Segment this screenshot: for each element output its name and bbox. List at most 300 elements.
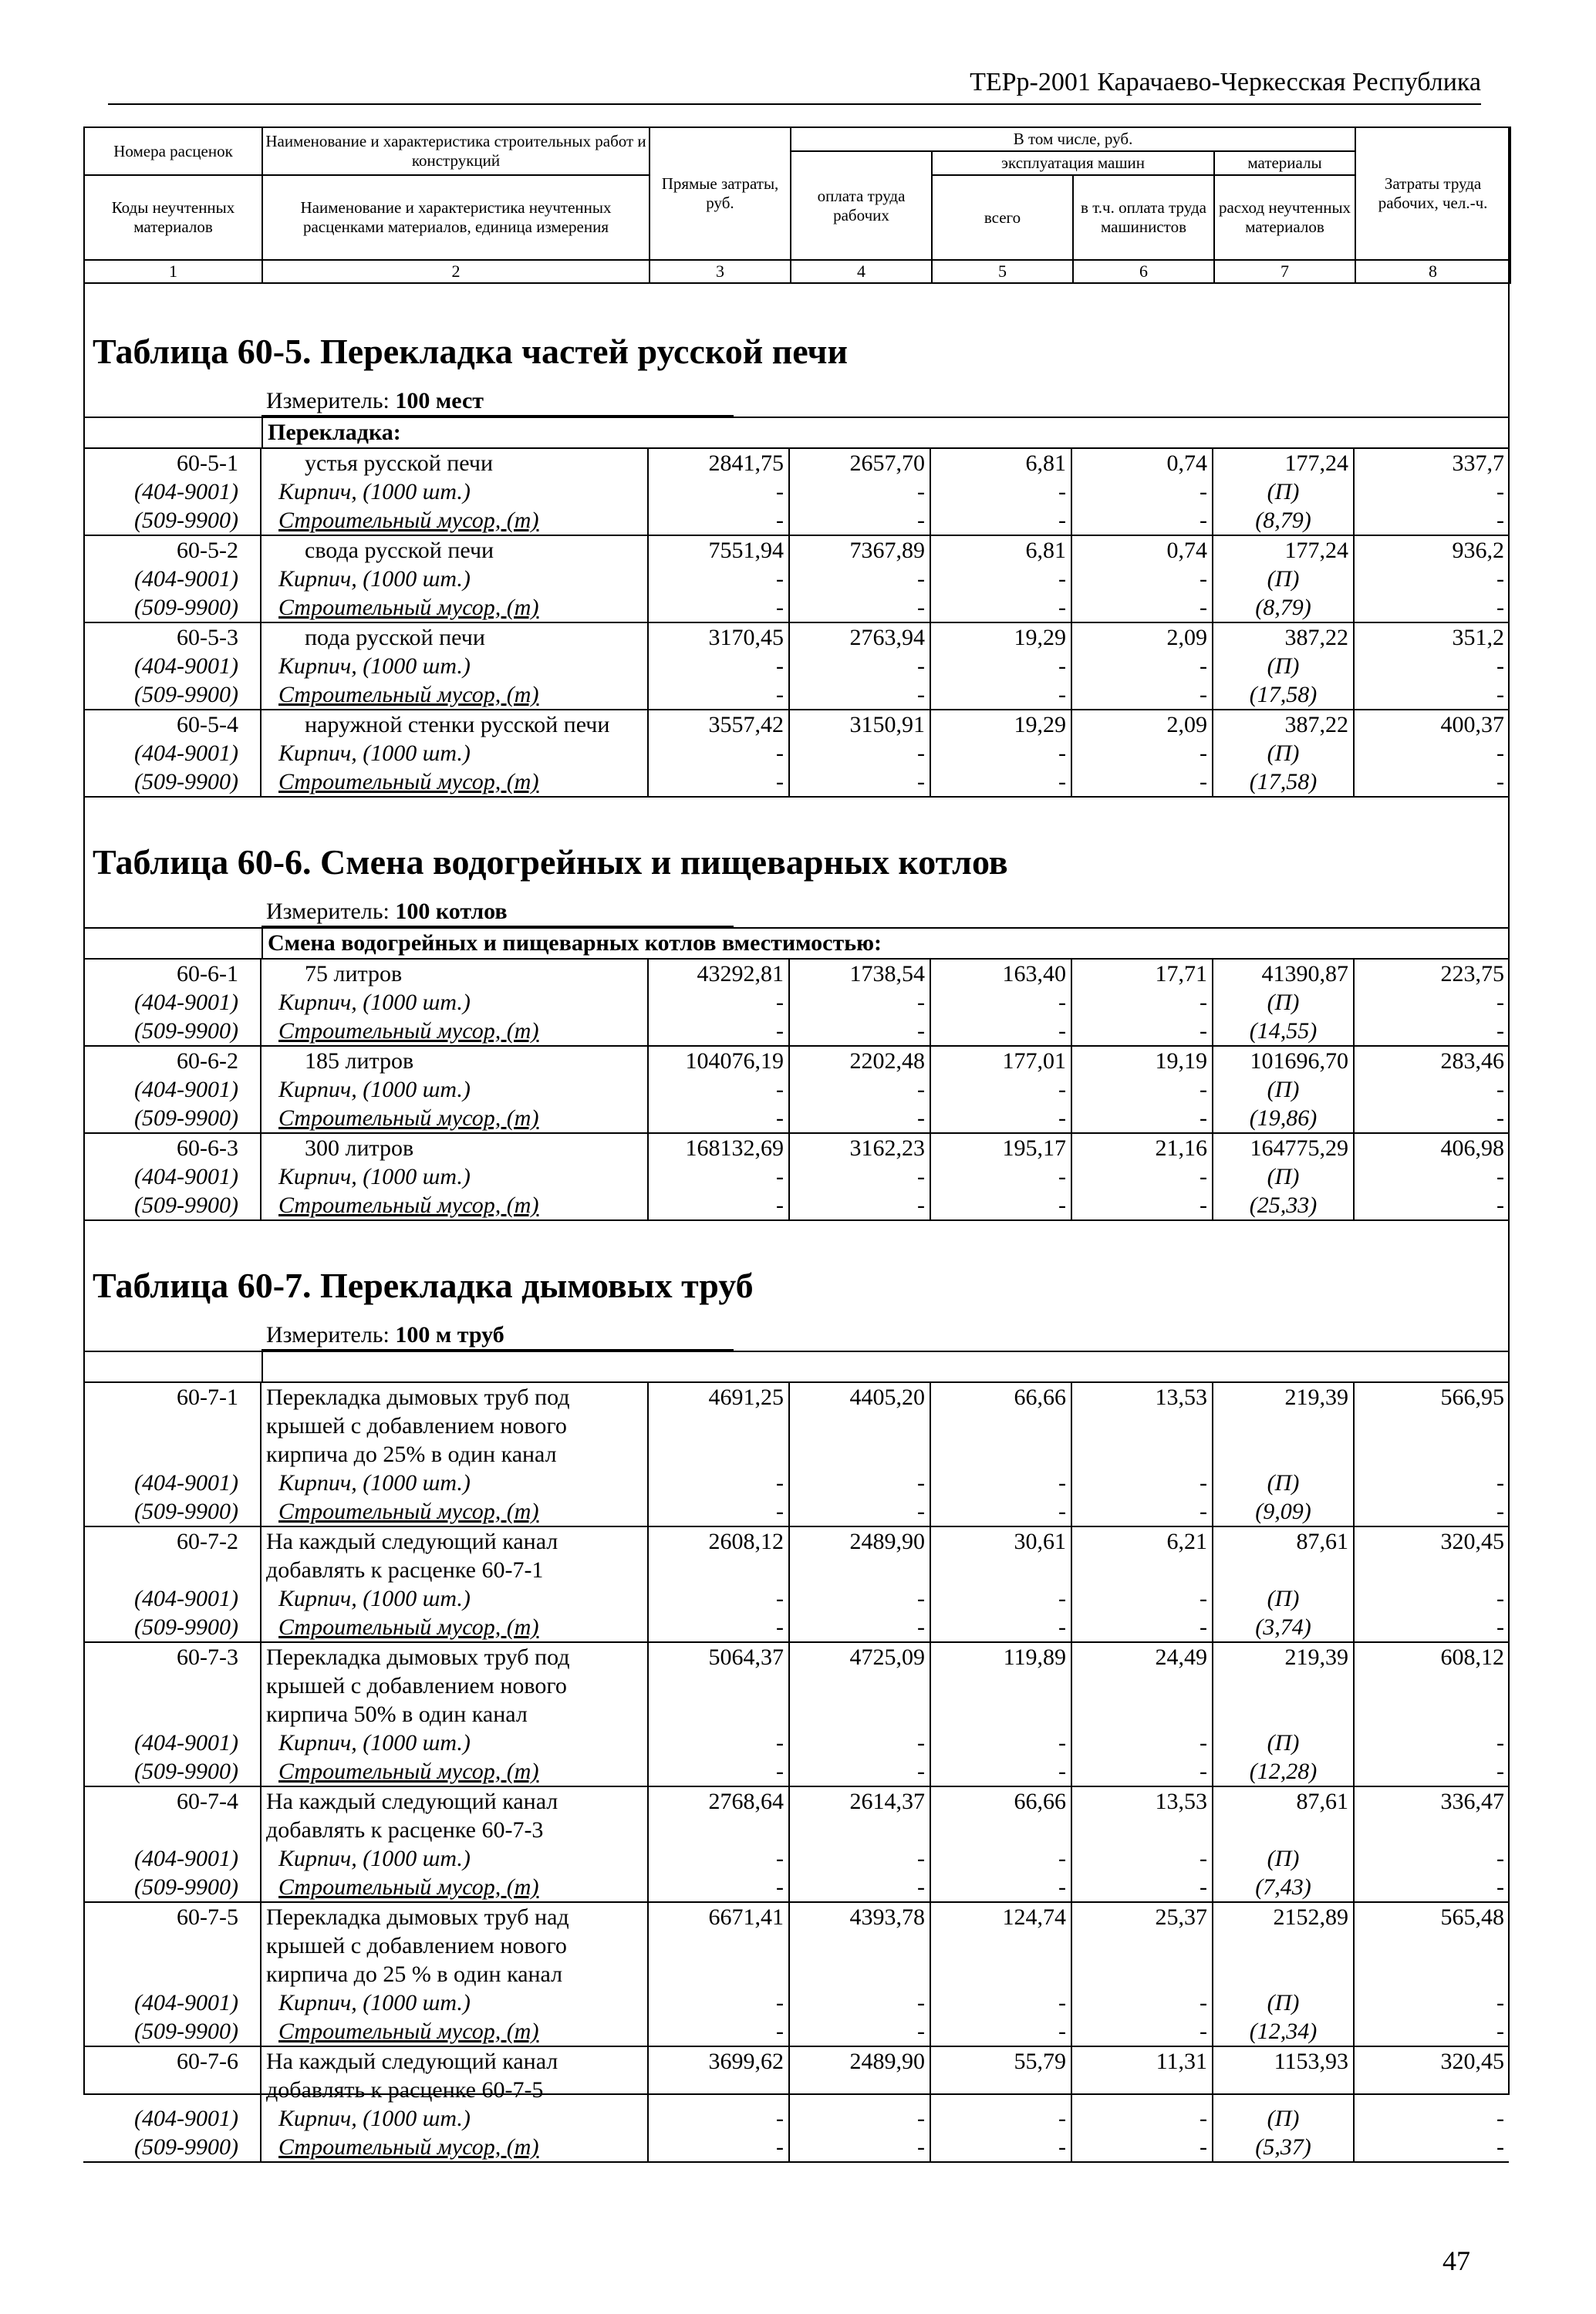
material-value: - [1072, 2133, 1213, 2163]
waste-row [83, 1497, 1510, 1527]
material-value: (П) [1213, 652, 1355, 680]
rate-value: 66,66 [931, 1383, 1072, 1412]
rate-row-continued [83, 2076, 1510, 2104]
rate-value [1355, 1671, 1509, 1700]
header-materialy: материалы [1214, 151, 1355, 175]
header-number-row [84, 260, 1510, 283]
material-value: - [1072, 1469, 1213, 1497]
rate-value [931, 1412, 1072, 1440]
rate-value: 19,19 [1072, 1047, 1213, 1075]
col-num: 3 [650, 260, 791, 283]
rate-value: 41390,87 [1213, 960, 1355, 988]
material-code: (404-9001) [83, 2104, 262, 2133]
rate-name: добавлять к расценке 60-7-3 [262, 1816, 649, 1844]
material-value: - [1496, 1470, 1504, 1496]
header-kody: Коды неучтенных материалов [84, 175, 262, 260]
material-value: - [649, 652, 790, 680]
subheading-code-cell [83, 418, 263, 447]
material-value: - [931, 1584, 1072, 1613]
rate-value: 387,22 [1213, 710, 1355, 739]
material-value: (П) [1213, 1162, 1355, 1191]
material-value: (П) [1213, 477, 1355, 506]
material-value: - [1496, 479, 1504, 504]
rate-group [83, 623, 1510, 710]
waste-row [83, 1191, 1510, 1221]
table-title: Таблица 60-6. Смена водогрейных и пищеварных котлов [93, 842, 1008, 882]
rate-value: 19,29 [931, 710, 1072, 739]
brick-row [83, 477, 1510, 506]
rate-code: 60-7-2 [83, 1527, 262, 1556]
brick-row [83, 2104, 1510, 2133]
rate-value: 6671,41 [649, 1903, 790, 1931]
rate-name: 185 литров [262, 1047, 649, 1075]
material-code: (404-9001) [83, 1844, 262, 1873]
material-value: - [1072, 739, 1213, 767]
rate-value: 4405,20 [790, 1383, 931, 1412]
rate-value [649, 1556, 790, 1584]
rate-value [1213, 1556, 1355, 1584]
material-value: - [790, 767, 931, 798]
rate-group [83, 960, 1510, 1047]
material-value: - [1072, 1844, 1213, 1873]
waste-row [83, 1757, 1510, 1787]
rate-value: 195,17 [931, 1134, 1072, 1162]
rate-value: 219,39 [1213, 1643, 1355, 1671]
rate-value: 0,74 [1072, 449, 1213, 477]
material-value: - [1355, 2133, 1509, 2163]
rate-value: 4393,78 [790, 1903, 931, 1931]
running-head: ТЕРр-2001 Карачаево-Черкесская Республика [970, 68, 1481, 96]
material-value: - [1072, 506, 1213, 536]
rate-value [649, 2076, 790, 2104]
material-name: Строительный мусор, (т) [262, 506, 649, 536]
material-value: - [790, 1844, 931, 1873]
material-value: - [1072, 1873, 1213, 1903]
material-name: Кирпич, (1000 шт.) [262, 988, 649, 1017]
rate-row [83, 536, 1510, 565]
rate-value [1072, 1412, 1213, 1440]
material-value: - [1496, 1077, 1504, 1102]
material-value: (П) [1213, 739, 1355, 767]
material-value: - [931, 1497, 1072, 1527]
column-header-table [83, 126, 1511, 284]
material-value: (П) [1213, 565, 1355, 593]
measure-value: 100 мест [395, 388, 484, 413]
rate-row [83, 1134, 1510, 1162]
material-value: (14,55) [1213, 1017, 1355, 1047]
material-value: - [649, 1075, 790, 1104]
material-value: - [790, 506, 931, 536]
material-value: (П) [1213, 1469, 1355, 1497]
rate-value [931, 1556, 1072, 1584]
rate-value: 3557,42 [649, 710, 790, 739]
material-value: - [1496, 653, 1504, 679]
material-value: (25,33) [1213, 1191, 1355, 1221]
rate-row-continued [83, 1700, 1510, 1729]
material-value: - [931, 1104, 1072, 1134]
rate-name: кирпича до 25 % в один канал [262, 1960, 649, 1988]
rate-group [83, 1527, 1510, 1643]
rate-code [83, 1671, 262, 1700]
rate-row [83, 960, 1510, 988]
material-value: - [1072, 1104, 1213, 1134]
rate-group [83, 449, 1510, 536]
col-num: 8 [1355, 260, 1510, 283]
material-code: (404-9001) [83, 1584, 262, 1613]
material-code: (509-9900) [83, 1613, 262, 1643]
rate-row-continued [83, 1440, 1510, 1469]
brick-row [83, 1162, 1510, 1191]
rate-value: 25,37 [1072, 1903, 1213, 1931]
measure-label: Измеритель: [266, 1322, 396, 1348]
rate-row [83, 1527, 1510, 1556]
rate-value [790, 2076, 931, 2104]
rate-code: 60-5-3 [83, 623, 262, 652]
material-value: (8,79) [1213, 506, 1355, 536]
header-ekspluatacia: эксплуатация машин [932, 151, 1214, 175]
brick-row [83, 1469, 1510, 1497]
material-name: Кирпич, (1000 шт.) [262, 1469, 649, 1497]
header-naim-materials: Наименование и характеристика неучтенных расценками материалов, единица измерения [262, 175, 650, 260]
rate-value [1213, 1700, 1355, 1729]
rate-value: 387,22 [1213, 623, 1355, 652]
material-value: (17,58) [1213, 767, 1355, 798]
rate-value: 2657,70 [790, 449, 931, 477]
material-value: - [649, 1844, 790, 1873]
waste-row [83, 680, 1510, 710]
material-value: - [931, 1988, 1072, 2017]
material-name: Строительный мусор, (т) [262, 1191, 649, 1221]
material-value: - [1496, 1990, 1504, 2015]
table-measure [262, 898, 734, 927]
material-value: - [649, 1497, 790, 1527]
rate-value: 13,53 [1072, 1383, 1213, 1412]
rate-code: 60-6-1 [83, 960, 262, 988]
rate-value [1072, 1960, 1213, 1988]
table-measure [262, 1321, 734, 1351]
rate-value: 66,66 [931, 1787, 1072, 1816]
waste-row [83, 506, 1510, 536]
rate-row-continued [83, 1412, 1510, 1440]
rate-name: крышей с добавлением нового [262, 1412, 649, 1440]
rate-value [1072, 1671, 1213, 1700]
material-code: (509-9900) [83, 1497, 262, 1527]
material-value: (12,28) [1213, 1757, 1355, 1787]
material-value: - [649, 1988, 790, 2017]
rate-value: 406,98 [1440, 1135, 1504, 1161]
rate-code: 60-6-3 [83, 1134, 262, 1162]
material-code: (509-9900) [83, 1757, 262, 1787]
material-value: - [1072, 1075, 1213, 1104]
material-value: - [1072, 2104, 1213, 2133]
material-value: - [1072, 1017, 1213, 1047]
rate-group [83, 1047, 1510, 1134]
rate-code [83, 1816, 262, 1844]
table-subheading [83, 1351, 1510, 1383]
material-name: Строительный мусор, (т) [262, 1613, 649, 1643]
brick-row [83, 1075, 1510, 1104]
rate-code: 60-6-2 [83, 1047, 262, 1075]
header-nomera: Номера расценок [84, 127, 262, 175]
material-code: (509-9900) [83, 506, 262, 536]
rate-name: кирпича до 25% в один канал [262, 1440, 649, 1469]
material-value: - [649, 1162, 790, 1191]
rate-value [931, 1816, 1072, 1844]
table-gap [83, 798, 1510, 827]
rate-value: 320,45 [1440, 1529, 1504, 1554]
table-gap [83, 1221, 1510, 1250]
rate-value [1072, 1700, 1213, 1729]
material-value: - [790, 1017, 931, 1047]
material-value: - [649, 739, 790, 767]
header-v-tch: в т.ч. оплата труда машинистов [1073, 175, 1214, 260]
material-value: - [790, 739, 931, 767]
material-value: - [931, 767, 1072, 798]
rate-code [83, 1440, 262, 1469]
material-value: - [790, 680, 931, 710]
material-value: - [1072, 652, 1213, 680]
rate-value [1072, 1440, 1213, 1469]
rate-value: 17,71 [1072, 960, 1213, 988]
material-value: - [931, 1191, 1072, 1221]
material-value: - [1355, 1191, 1509, 1221]
rate-value: 2489,90 [790, 2047, 931, 2076]
rate-value [1072, 1931, 1213, 1960]
rate-value [790, 1700, 931, 1729]
material-name: Строительный мусор, (т) [262, 767, 649, 798]
rate-value: 4691,25 [649, 1383, 790, 1412]
material-value: - [649, 1469, 790, 1497]
material-value: - [1355, 1497, 1509, 1527]
material-value: - [931, 1075, 1072, 1104]
material-value: - [931, 2133, 1072, 2163]
measure-value: 100 котлов [395, 899, 508, 924]
material-value: (П) [1213, 1988, 1355, 2017]
measure-label: Измеритель: [266, 899, 396, 924]
rate-value [1355, 2076, 1509, 2104]
rate-name: На каждый следующий канал [262, 1527, 649, 1556]
rate-value: 2608,12 [649, 1527, 790, 1556]
rate-value: 2841,75 [649, 449, 790, 477]
waste-row [83, 2133, 1510, 2163]
rate-value [790, 1440, 931, 1469]
rate-value [1072, 1816, 1213, 1844]
rate-value: 936,2 [1452, 538, 1504, 563]
material-value: (П) [1213, 1844, 1355, 1873]
material-value: - [1496, 1730, 1504, 1756]
material-value: - [931, 680, 1072, 710]
rate-value: 6,21 [1072, 1527, 1213, 1556]
rate-group [83, 1643, 1510, 1787]
material-value: - [1072, 680, 1213, 710]
rate-group [83, 1903, 1510, 2047]
material-name: Кирпич, (1000 шт.) [262, 1162, 649, 1191]
waste-row [83, 1613, 1510, 1643]
material-value: - [649, 477, 790, 506]
material-value: (12,34) [1213, 2017, 1355, 2047]
material-code: (509-9900) [83, 593, 262, 623]
rate-value [1213, 1671, 1355, 1700]
material-name: Кирпич, (1000 шт.) [262, 739, 649, 767]
material-value: - [931, 1757, 1072, 1787]
rate-value [649, 1700, 790, 1729]
material-name: Строительный мусор, (т) [262, 1757, 649, 1787]
material-value: - [649, 1191, 790, 1221]
material-name: Строительный мусор, (т) [262, 1873, 649, 1903]
rate-row-continued [83, 1931, 1510, 1960]
rate-value [931, 1700, 1072, 1729]
rate-value [790, 1960, 931, 1988]
material-value: - [931, 477, 1072, 506]
material-value: - [1072, 1497, 1213, 1527]
rate-value: 351,2 [1452, 625, 1504, 650]
material-value: - [931, 593, 1072, 623]
material-value: - [649, 2017, 790, 2047]
subheading-code-cell [83, 929, 263, 958]
rate-row-continued [83, 1556, 1510, 1584]
rate-value: 177,01 [931, 1047, 1072, 1075]
rate-value: 1738,54 [790, 960, 931, 988]
rate-value [1355, 1556, 1509, 1584]
rate-value: 4725,09 [790, 1643, 931, 1671]
material-value: - [1072, 1757, 1213, 1787]
rate-value [1072, 1556, 1213, 1584]
rate-value: 6,81 [931, 449, 1072, 477]
material-value: - [1496, 1164, 1504, 1189]
rate-name: кирпича 50% в один канал [262, 1700, 649, 1729]
rate-row-continued [83, 1960, 1510, 1988]
rate-name: 300 литров [262, 1134, 649, 1162]
rate-name: Перекладка дымовых труб под [262, 1643, 649, 1671]
material-value: - [790, 2133, 931, 2163]
rate-value [790, 1931, 931, 1960]
price-tables [83, 316, 1510, 2163]
rate-name: свода русской печи [262, 536, 649, 565]
brick-row [83, 1844, 1510, 1873]
material-value: - [1072, 565, 1213, 593]
material-value: (17,58) [1213, 680, 1355, 710]
material-name: Строительный мусор, (т) [262, 1017, 649, 1047]
waste-row [83, 593, 1510, 623]
rate-code [83, 1960, 262, 1988]
material-code: (509-9900) [83, 680, 262, 710]
rate-group [83, 2047, 1510, 2163]
rate-value: 219,39 [1213, 1383, 1355, 1412]
table-subheading [83, 417, 1510, 449]
rate-value: 3150,91 [790, 710, 931, 739]
material-value: - [790, 652, 931, 680]
material-value: - [1072, 2017, 1213, 2047]
rate-value: 30,61 [931, 1527, 1072, 1556]
material-name: Строительный мусор, (т) [262, 593, 649, 623]
rate-value [1213, 1440, 1355, 1469]
material-value: (П) [1213, 1075, 1355, 1104]
rate-value: 0,74 [1072, 536, 1213, 565]
rate-value: 119,89 [931, 1643, 1072, 1671]
rate-value: 87,61 [1213, 1527, 1355, 1556]
material-value: - [790, 988, 931, 1017]
material-value: - [649, 2104, 790, 2133]
material-value: (П) [1213, 2104, 1355, 2133]
header-pryamye: Прямые затраты, руб. [650, 127, 791, 260]
rate-value: 163,40 [931, 960, 1072, 988]
rate-value: 43292,81 [649, 960, 790, 988]
material-value: - [1496, 566, 1504, 592]
rate-value [931, 1960, 1072, 1988]
header-rashod: расход неучтенных материалов [1214, 175, 1355, 260]
rate-value [1355, 1440, 1509, 1469]
rate-value: 2152,89 [1213, 1903, 1355, 1931]
rate-code: 60-7-3 [83, 1643, 262, 1671]
rate-code: 60-7-4 [83, 1787, 262, 1816]
rate-value: 11,31 [1072, 2047, 1213, 2076]
rate-value [790, 1556, 931, 1584]
rate-group [83, 710, 1510, 798]
rate-row-continued [83, 1816, 1510, 1844]
rate-value [649, 1412, 790, 1440]
material-name: Кирпич, (1000 шт.) [262, 1729, 649, 1757]
material-code: (509-9900) [83, 1873, 262, 1903]
rate-value [1355, 1816, 1509, 1844]
material-name: Кирпич, (1000 шт.) [262, 2104, 649, 2133]
rate-value [649, 1931, 790, 1960]
rate-value: 164775,29 [1213, 1134, 1355, 1162]
rate-value: 24,49 [1072, 1643, 1213, 1671]
rate-value: 336,47 [1440, 1789, 1504, 1814]
rate-name: На каждый следующий канал [262, 2047, 649, 2076]
material-value: - [931, 2017, 1072, 2047]
rate-value [1355, 1931, 1509, 1960]
material-value: - [1496, 2106, 1504, 2131]
material-value: (3,74) [1213, 1613, 1355, 1643]
rate-value: 177,24 [1213, 449, 1355, 477]
material-value: - [931, 1469, 1072, 1497]
material-value: - [790, 1469, 931, 1497]
material-value: - [1072, 1162, 1213, 1191]
rate-value [1355, 1700, 1509, 1729]
col-num: 6 [1073, 260, 1214, 283]
material-value: - [1496, 1586, 1504, 1611]
waste-row [83, 2017, 1510, 2047]
material-value: - [790, 1104, 931, 1134]
rate-value [1213, 1412, 1355, 1440]
rate-code: 60-5-4 [83, 710, 262, 739]
page-number: 47 [1442, 2245, 1470, 2276]
rate-name: пода русской печи [262, 623, 649, 652]
rate-value [649, 1440, 790, 1469]
col-num: 7 [1214, 260, 1355, 283]
rate-value [649, 1960, 790, 1988]
rate-code [83, 1556, 262, 1584]
rate-row [83, 623, 1510, 652]
rate-value: 223,75 [1440, 961, 1504, 987]
material-value: - [790, 1613, 931, 1643]
rate-value: 2489,90 [790, 1527, 931, 1556]
rate-code: 60-7-6 [83, 2047, 262, 2076]
material-value: - [790, 1988, 931, 2017]
col-num: 2 [262, 260, 650, 283]
col-num: 4 [791, 260, 932, 283]
rate-code [83, 1931, 262, 1960]
material-value: - [649, 506, 790, 536]
header-v-tom-chisle: В том числе, руб. [791, 127, 1355, 151]
rate-value: 3699,62 [649, 2047, 790, 2076]
waste-row [83, 1104, 1510, 1134]
rate-value [1213, 2076, 1355, 2104]
rate-value [790, 1671, 931, 1700]
rate-name: Перекладка дымовых труб под [262, 1383, 649, 1412]
brick-row [83, 739, 1510, 767]
